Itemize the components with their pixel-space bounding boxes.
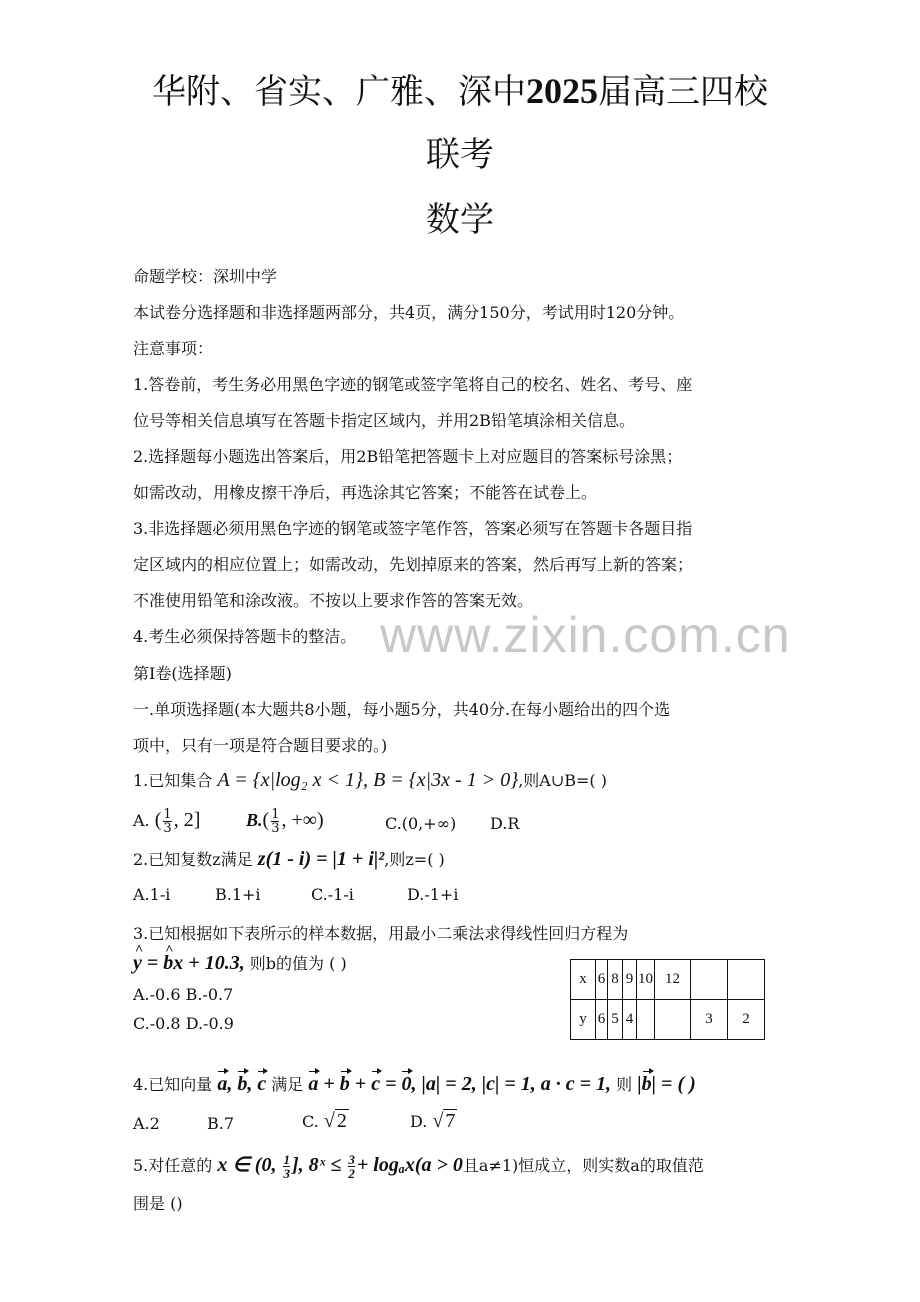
q1-option-a[interactable]	[133, 808, 200, 835]
regression-equation	[133, 952, 347, 975]
question-4-paren: = ( )	[656, 1073, 696, 1095]
table-cell: 3	[691, 1000, 728, 1040]
q1-option-b-paren: (	[262, 809, 270, 831]
subject-title: 数学	[426, 200, 494, 240]
question-5-lead: 5.对任意的	[133, 1156, 213, 1176]
q2-option-a[interactable]: A.1-i	[133, 885, 171, 904]
paper-title-line2: 联考	[426, 135, 494, 175]
fraction-denominator: 3	[163, 821, 172, 836]
note-line: 位号等相关信息填写在答题卡指定区域内，并用2B铅笔填涂相关信息。	[133, 411, 635, 430]
sqrt-radicand: 7	[445, 1110, 456, 1132]
table-cell: x	[571, 960, 596, 1000]
q4-option-d-label: D.	[410, 1112, 428, 1131]
vector-b: b	[641, 1073, 652, 1095]
note-line: 如需改动，用橡皮擦干净后，再选涂其它答案；不能答在试卷上。	[133, 483, 598, 502]
fraction-numerator: 1	[163, 807, 172, 822]
vector-b: b	[237, 1073, 248, 1095]
question-4-lead: 4.已知向量	[133, 1075, 213, 1094]
fraction-numerator: 1	[283, 1152, 290, 1167]
condition-part: + logₐx(a > 0	[356, 1154, 463, 1177]
section-heading-cont: 项中，只有一项是符合题目要求的。)	[133, 736, 388, 755]
note-line: 3.非选择题必须用黑色字迹的钢笔或签字笔作答，答案必须写在答题卡各题目指	[133, 519, 693, 538]
question-5-ask: 且a≠1)恒成立，则实数a的取值范	[462, 1156, 704, 1176]
q3-options-ab[interactable]: A.-0.6 B.-0.7	[133, 985, 234, 1004]
note-line: 不准使用铅笔和涂改液。不按以上要求作答的答案无效。	[133, 591, 534, 610]
q1-option-a-paren: (	[154, 809, 162, 831]
question-1	[133, 769, 607, 792]
fraction	[283, 1153, 290, 1180]
q2-option-b[interactable]: B.1+i	[215, 885, 261, 904]
note-line: 2.选择题每小题选出答案后，用2B铅笔把答题卡上对应题目的答案标号涂黑；	[133, 447, 683, 466]
watermark: www.zixin.com.cn	[380, 607, 791, 663]
table-cell: 6	[596, 960, 608, 1000]
table-cell	[637, 1000, 655, 1040]
fraction	[348, 1153, 355, 1180]
equals-sign: =	[141, 952, 164, 974]
q4-option-c[interactable]: C. √ 2	[302, 1110, 347, 1132]
fraction-numerator: 3	[348, 1152, 355, 1167]
q1-option-a-label: A.	[133, 811, 150, 830]
q1-option-b-label: B.	[246, 810, 263, 830]
question-5	[133, 1153, 704, 1180]
table-row-y	[571, 1000, 765, 1040]
q3-options-cd[interactable]: C.-0.8 D.-0.9	[133, 1014, 234, 1033]
question-2	[133, 848, 445, 871]
question-4: 4.已知向量 a, b, c 满足 a + b + c = 0, |a| = 2, |c| = 1, a · c = 1, 则 |b| = ( )	[133, 1073, 696, 1095]
table-cell: 5	[608, 1000, 623, 1040]
set-a: A = {x|log₂ x < 1},	[217, 769, 368, 791]
complex-equation: z(1 - i) = |1 + i|²	[257, 848, 385, 870]
section-heading: 一.单项选择题(本大题共8小题，每小题5分，共40分.在每小题给出的四个选	[133, 700, 671, 719]
table-cell: 10	[637, 960, 655, 1000]
q1-option-a-rest: , 2]	[173, 809, 201, 831]
b-hat: ^ b	[163, 952, 173, 974]
question-3: 3.已知根据如下表所示的样本数据，用最小二乘法求得线性回归方程为	[133, 924, 629, 943]
q4-option-c-label: C.	[302, 1112, 319, 1131]
fraction-denominator: 3	[271, 821, 280, 836]
fraction-numerator: 1	[271, 807, 280, 822]
plus-sign: +	[318, 1073, 340, 1095]
question-1-ask: ,则A∪B=( )	[518, 771, 607, 790]
table-cell: 6	[596, 1000, 608, 1040]
table-cell: 12	[655, 960, 691, 1000]
vector-conditions: , |a| = 2, |c| = 1, a · c = 1,	[411, 1073, 612, 1095]
sample-data-table	[570, 959, 765, 1040]
set-b: B = {x|3x - 1 > 0}	[373, 769, 519, 791]
q2-option-c[interactable]: C.-1-i	[311, 885, 354, 904]
q1-option-c[interactable]: C.(0,+∞)	[385, 814, 457, 833]
condition-part: x ∈ (0,	[217, 1154, 282, 1177]
table-cell	[655, 1000, 691, 1040]
paper-info: 本试卷分选择题和非选择题两部分，共4页，满分150分，考试用时120分钟。	[133, 303, 685, 322]
table-cell	[728, 960, 765, 1000]
vector-c: c	[257, 1073, 267, 1095]
setter-school: 命题学校：深圳中学	[133, 267, 278, 286]
vector-b: b	[339, 1073, 350, 1095]
question-1-lead: 1.已知集合	[133, 771, 213, 790]
fraction	[163, 808, 171, 835]
q4-option-a[interactable]: A.2	[133, 1114, 160, 1133]
question-3-ask: 则b的值为 ( )	[249, 954, 347, 973]
table-row-x	[571, 960, 765, 1000]
q4-option-d[interactable]: D. √ 7	[410, 1110, 456, 1132]
question-4-ask: 则	[611, 1075, 638, 1094]
fraction-denominator: 3	[283, 1166, 290, 1181]
q1-option-b[interactable]	[246, 808, 324, 835]
q1-option-b-rest: , +∞)	[281, 809, 324, 831]
fraction-denominator: 2	[348, 1166, 355, 1181]
paper-title: 华附、省实、广雅、深中2025届高三四校	[152, 71, 768, 112]
vector-c: c	[371, 1073, 381, 1095]
question-2-ask: ,则z=( )	[384, 850, 445, 869]
question-2-lead: 2.已知复数z满足	[133, 850, 253, 869]
table-cell	[691, 960, 728, 1000]
table-cell: 2	[728, 1000, 765, 1040]
condition-part: ], 8ˣ ≤	[291, 1154, 347, 1177]
fraction	[271, 808, 279, 835]
part-heading: 第Ⅰ卷(选择题)	[133, 664, 232, 683]
question-4-cond: 满足	[271, 1075, 304, 1094]
vector-a: a	[217, 1073, 228, 1095]
note-line: 1.答卷前，考生务必用黑色字迹的钢笔或签字笔将自己的校名、姓名、考号、座	[133, 375, 693, 394]
table-cell: 4	[623, 1000, 637, 1040]
equals-sign: =	[380, 1073, 402, 1095]
question-5-cont: 围是 ()	[133, 1194, 183, 1213]
q2-option-d[interactable]: D.-1+i	[407, 885, 459, 904]
sqrt-radicand: 2	[336, 1110, 347, 1132]
q4-option-b[interactable]: B.7	[207, 1114, 235, 1133]
table-cell: 9	[623, 960, 637, 1000]
table-cell: 8	[608, 960, 623, 1000]
table-cell: y	[571, 1000, 596, 1040]
vector-a: a	[308, 1073, 319, 1095]
equation-rest: x + 10.3,	[173, 952, 245, 974]
notes-heading: 注意事项：	[133, 339, 214, 358]
zero-vector: 0	[401, 1073, 412, 1095]
note-line: 4.考生必须保持答题卡的整洁。	[133, 627, 357, 646]
plus-sign: +	[349, 1073, 372, 1095]
y-hat: ^ y	[133, 952, 142, 974]
note-line: 定区域内的相应位置上；如需改动，先划掉原来的答案，然后再写上新的答案；	[133, 555, 694, 574]
q1-option-d[interactable]: D.R	[490, 814, 520, 833]
